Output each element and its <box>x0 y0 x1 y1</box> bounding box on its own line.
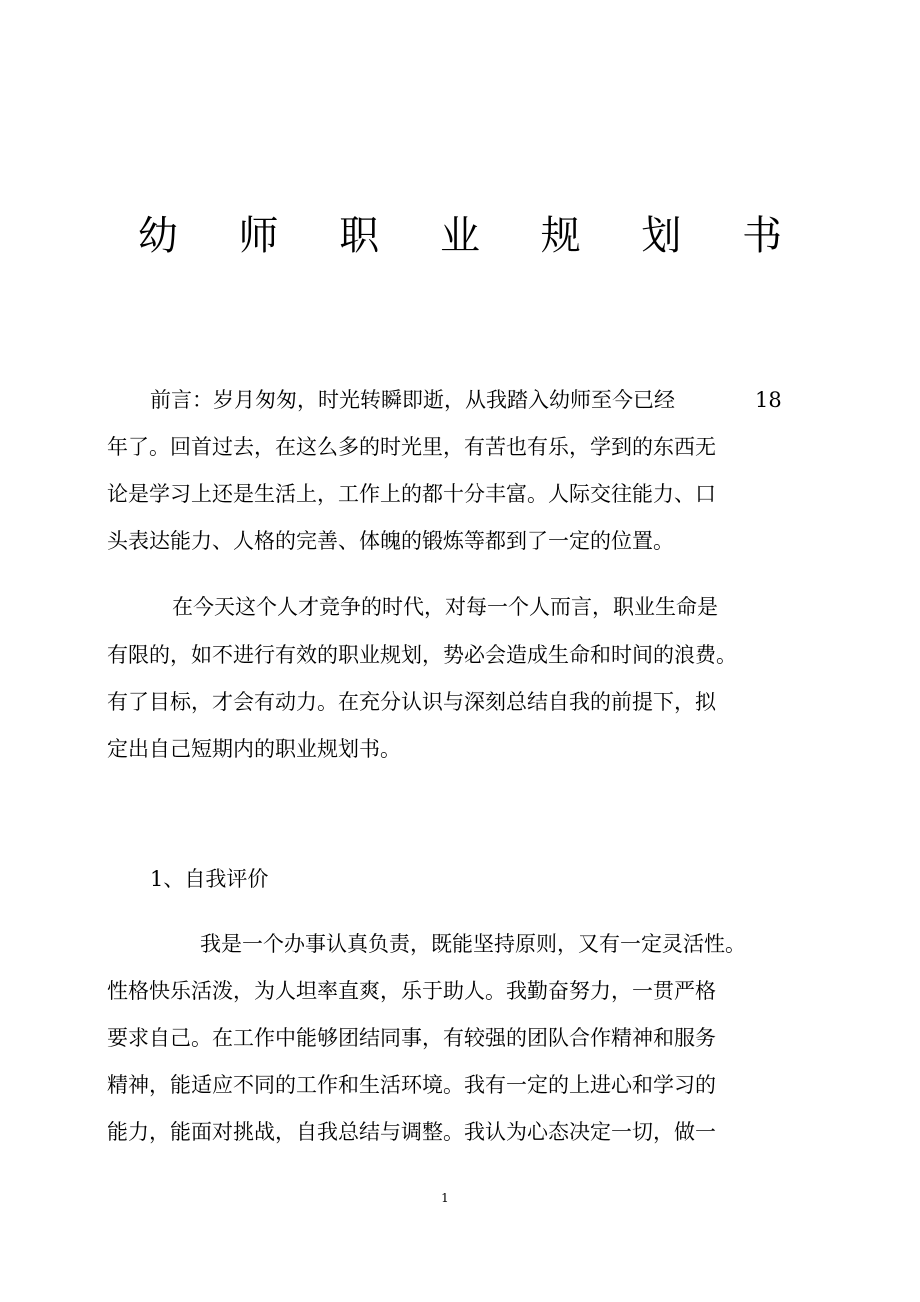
paragraph2-line-3: 有了目标，才会有动力。在充分认识与深刻总结自我的前提下，拟 <box>107 690 716 714</box>
preface-line-1 <box>150 385 782 415</box>
section1-line-4: 精神，能适应不同的工作和生活环境。我有一定的上进心和学习的 <box>107 1073 716 1097</box>
preface-line-2: 年了。回首过去，在这么多的时光里，有苦也有乐，学到的东西无 <box>107 435 716 459</box>
page-number: 1 <box>441 1191 449 1205</box>
paragraph2-line-2: 有限的，如不进行有效的职业规划，势必会造成生命和时间的浪费。 <box>107 643 737 667</box>
document-title: 幼 师 职 业 规 划 书 <box>137 213 807 259</box>
paragraph2-line-4: 定出自己短期内的职业规划书。 <box>107 737 401 761</box>
section1-line-2: 性格快乐活泼，为人坦率直爽，乐于助人。我勤奋努力，一贯严格 <box>107 979 716 1003</box>
years-number: 18 <box>755 388 782 412</box>
preface-text: 前言：岁月匆匆，时光转瞬即逝，从我踏入幼师至今已经 <box>150 388 675 412</box>
preface-line-4: 头表达能力、人格的完善、体魄的锻炼等都到了一定的位置。 <box>107 529 674 553</box>
section1-line-3: 要求自己。在工作中能够团结同事，有较强的团队合作精神和服务 <box>107 1026 716 1050</box>
paragraph2-line-1: 在今天这个人才竞争的时代，对每一个人而言，职业生命是 <box>172 595 718 619</box>
preface-line-3: 论是学习上还是生活上，工作上的都十分丰富。人际交往能力、口 <box>107 482 716 506</box>
section-heading-self-evaluation: 1、自我评价 <box>150 867 269 891</box>
section1-line-5: 能力，能面对挑战，自我总结与调整。我认为心态决定一切，做一 <box>107 1120 716 1144</box>
section1-line-1: 我是一个办事认真负责，既能坚持原则，又有一定灵活性。 <box>200 932 746 956</box>
